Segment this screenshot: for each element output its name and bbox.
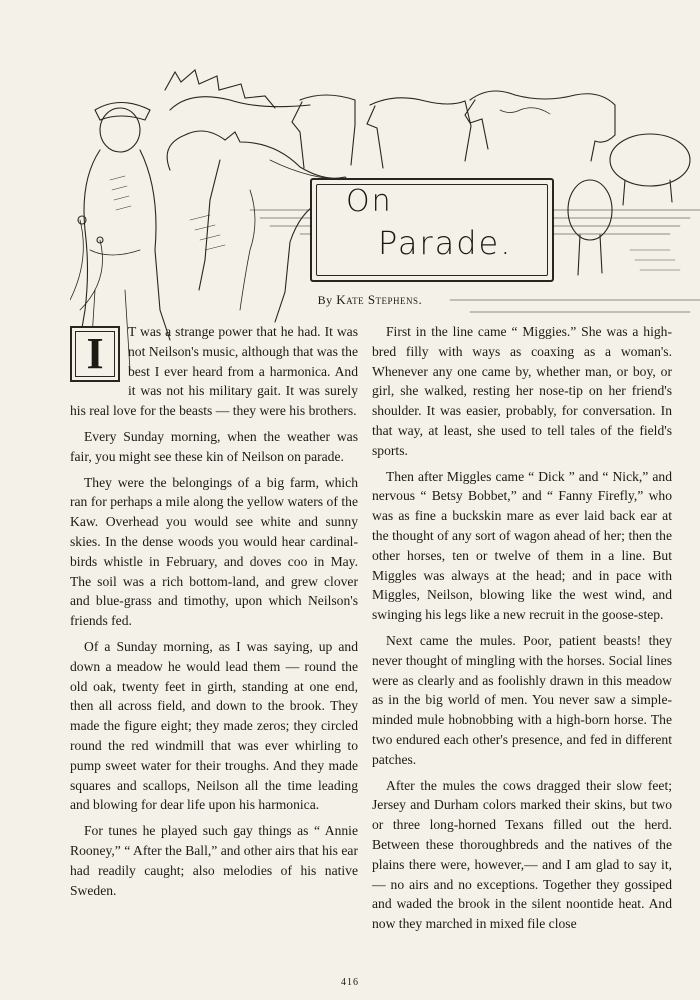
title-line-1: On: [346, 184, 393, 219]
paragraph: Of a Sunday morning, as I was saying, up and down a meadow he would lead them — round the old oak, twenty feet in girth, standing at one end, then all across field, and down to the brook. They made the figure eight; they made zeros; they circled round the red windmill that was ever whirling to pump sweet water for their troughs. And they made squares and scallops, Neilson all the time leading and blowing for dear life upon his harmonica.: [70, 638, 358, 813]
byline: [0, 292, 700, 308]
paragraph: They were the belongings of a big farm, which ran for perhaps a mile along the yellow waters of the Kaw. Overhead you would see white and sunny skies. In the dense woods you would hear cardinal-birds whistle in February, and doves coo in May. The soil was a rich bottom-land, and grew clover and blue-grass and timothy, upon which Neilson's friends fed.: [70, 474, 358, 629]
paragraph: Then after Miggles came “ Dick ” and “ Nick,” and nervous “ Betsy Bobbet,” and “ Fanny Firefly,” who was as fine a buckskin mare as ever laid back ear at the thought of any sort of wagon ahead of her; then the other horses, ten or twelve of them in a line. But Miggles was always at the head; and in pace with Miggles, Neilson, blowing like the west wind, and swinging his legs like a new recruit in the goose-step.: [372, 468, 672, 623]
title-line-2: Parade.: [378, 224, 513, 262]
byline-prefix: By: [317, 293, 333, 307]
page-number: 416: [341, 977, 359, 988]
paragraph-text: T was a strange power that he had. It was not Neilson's music, although that was the best I ever heard from a harmonica. And it was not his military gait. It was surely his real love for the beasts — they were his brothers.: [70, 324, 358, 419]
drop-cap-letter: I: [86, 329, 104, 378]
right-column: [372, 322, 672, 940]
byline-author: Kate Stephens.: [336, 292, 423, 307]
paragraph: [70, 322, 358, 421]
paragraph: After the mules the cows dragged their slow feet; Jersey and Durham colors marked their skins, but two or three long-horned Texans filled out the herd. Between these thoroughbreds and the natives of the plains there were, however,— and I am glad to say it,— no airs and no exceptions. Together they gossiped and waded the brook in the silent noontide heat. And now they marched in mixed file close: [372, 777, 672, 932]
left-column: [70, 322, 358, 906]
paragraph: Every Sunday morning, when the weather was fair, you might see these kin of Neilson on parade.: [70, 428, 358, 464]
title-plate: [310, 178, 554, 282]
paragraph: Next came the mules. Poor, patient beasts! they never thought of mingling with the horses. Social lines were as clearly and as foolishly drawn in this meadow as in the big world of men. You never saw a simple-minded mule hobnobbing with a high-born horse. The two endured each other's presence, and fed in different patches.: [372, 632, 672, 767]
paragraph: First in the line came “ Miggies.” She was a high-bred filly with ways as coaxing as a woman's. Whenever any one came by, whether man, or boy, or girl, she walked, resting her nose-tip on her friend's shoulder. It was easier, probably, for conversation. In that way, at least, she used to tell tales of the field's sports.: [372, 324, 672, 458]
paragraph: For tunes he played such gay things as “ Annie Rooney,” “ After the Ball,” and other airs that his ear had readily caught; also melodies of his native Sweden.: [70, 823, 358, 898]
drop-cap: [70, 326, 120, 382]
